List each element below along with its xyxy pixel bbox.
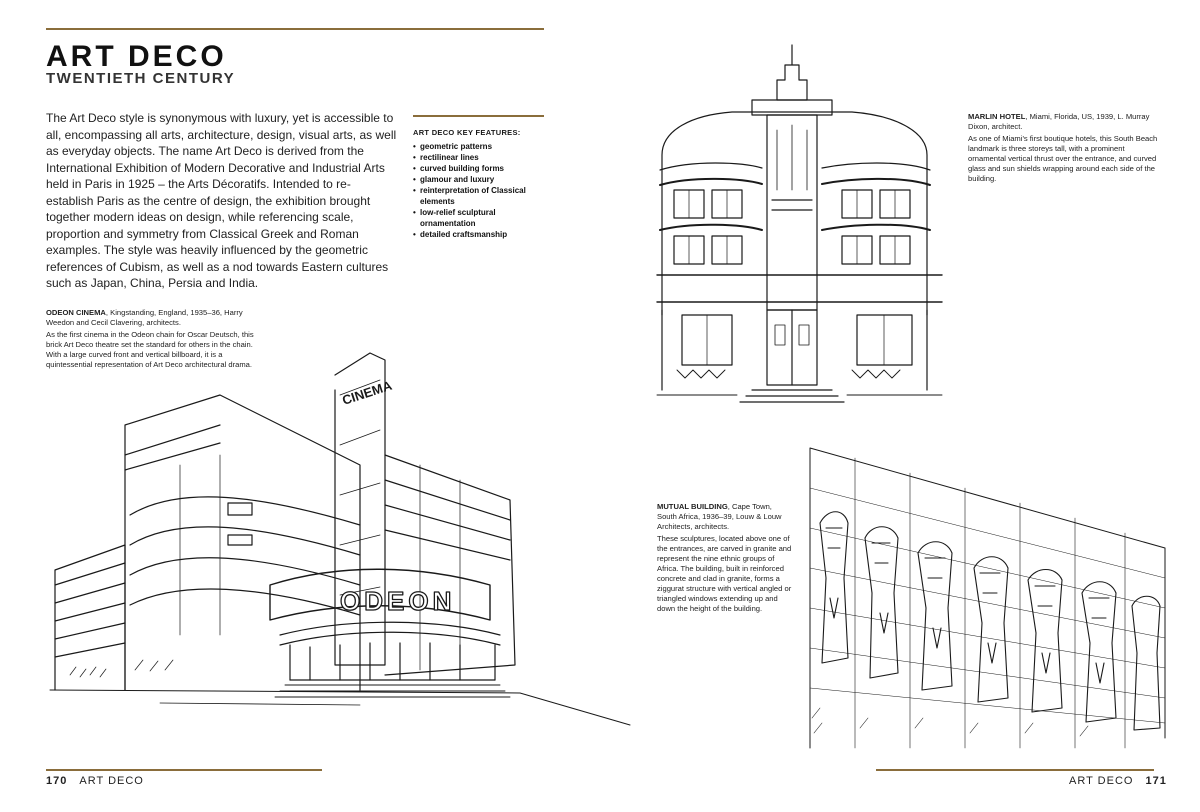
footer-rule-right xyxy=(876,769,1154,771)
feature-item: • reinterpretation of Classical elements xyxy=(413,185,548,207)
mutual-caption xyxy=(657,502,792,614)
running-head-left: ART DECO xyxy=(79,775,144,787)
key-features-list xyxy=(413,141,548,240)
left-footer xyxy=(46,775,144,787)
marlin-caption xyxy=(968,112,1158,184)
mutual-caption-body: These sculptures, located above one of the entrances, are carved in granite and represent the nine ethnic groups of Africa. The building, built in reinforced concrete and clad in granite, forms a ziggurat structure with vertical angled or triangled windows extending up and down the height of the building. xyxy=(657,534,792,613)
key-features-box xyxy=(413,128,548,240)
page-number-right: 171 xyxy=(1145,775,1167,787)
marlin-caption-details: , Miami, Florida, US, 1939, L. Murray Dixon, architect. xyxy=(968,112,1150,131)
mutual-caption-details: , Cape Town, South Africa, 1936–39, Louw & Louw Architects, architects. xyxy=(657,502,782,531)
cinema-sign: CINEMA xyxy=(340,377,394,408)
feature-item: • geometric patterns xyxy=(413,141,548,152)
features-rule xyxy=(413,115,544,117)
mutual-caption-title xyxy=(657,502,792,532)
page-title: ART DECO xyxy=(46,40,227,73)
odeon-cinema-drawing xyxy=(40,335,640,735)
marlin-hotel-drawing xyxy=(652,40,947,410)
key-features-heading: ART DECO KEY FEATURES: xyxy=(413,128,521,137)
page-number-left: 170 xyxy=(46,775,68,787)
footer-rule-left xyxy=(46,769,322,771)
feature-item: • low-relief sculptural ornamentation xyxy=(413,207,548,229)
top-rule-left xyxy=(46,28,544,30)
feature-item: • curved building forms xyxy=(413,163,548,174)
marlin-caption-name: MARLIN HOTEL xyxy=(968,112,1026,121)
page-subtitle: TWENTIETH CENTURY xyxy=(46,70,236,87)
marlin-caption-body: As one of Miami's first boutique hotels, this South Beach landmark is three storeys tall, with a prominent ornamental vertical thrust over the entrance, and curved glass and sun shields wrapping around each side of the building. xyxy=(968,134,1158,183)
mutual-building-drawing xyxy=(800,428,1170,758)
odeon-caption-name: ODEON CINEMA xyxy=(46,308,106,317)
right-footer xyxy=(1069,775,1167,787)
odeon-caption-details: , Kingstanding, England, 1935–36, Harry Weedon and Cecil Clavering, architects. xyxy=(46,308,243,327)
odeon-sign: ODEON xyxy=(340,586,456,616)
intro-paragraph: The Art Deco style is synonymous with luxury, yet is accessible to all, encompassing all arts, architecture, design, visual arts, as well as everyday objects. The name Art Deco is derived from the International Exhibition of Modern Decorative and Industrial Arts held in Paris in 1925 – the Arts Décoratifs. Intended to re-establish Paris as the centre of design, the exhibition brought together modern ideas on design, while referencing scale, proportion and symmetry from Classical Greek and Roman examples. The style was heavily influenced by the geometric references of Cubism, as well as a nod towards Eastern cultures such as Japan, China, Persia and India. xyxy=(46,111,397,290)
feature-item: • glamour and luxury xyxy=(413,174,548,185)
odeon-caption-title xyxy=(46,308,256,328)
mutual-caption-name: MUTUAL BUILDING xyxy=(657,502,728,511)
marlin-caption-title xyxy=(968,112,1158,132)
feature-item: • detailed craftsmanship xyxy=(413,229,548,240)
running-head-right: ART DECO xyxy=(1069,775,1134,787)
feature-item: • rectilinear lines xyxy=(413,152,548,163)
odeon-caption-body: As the first cinema in the Odeon chain for Oscar Deutsch, this brick Art Deco theatre set the standard for others in the chain. With a large curved front and vertical billboard, it is a quintessential representation of Art Deco architectural drama. xyxy=(46,330,254,369)
